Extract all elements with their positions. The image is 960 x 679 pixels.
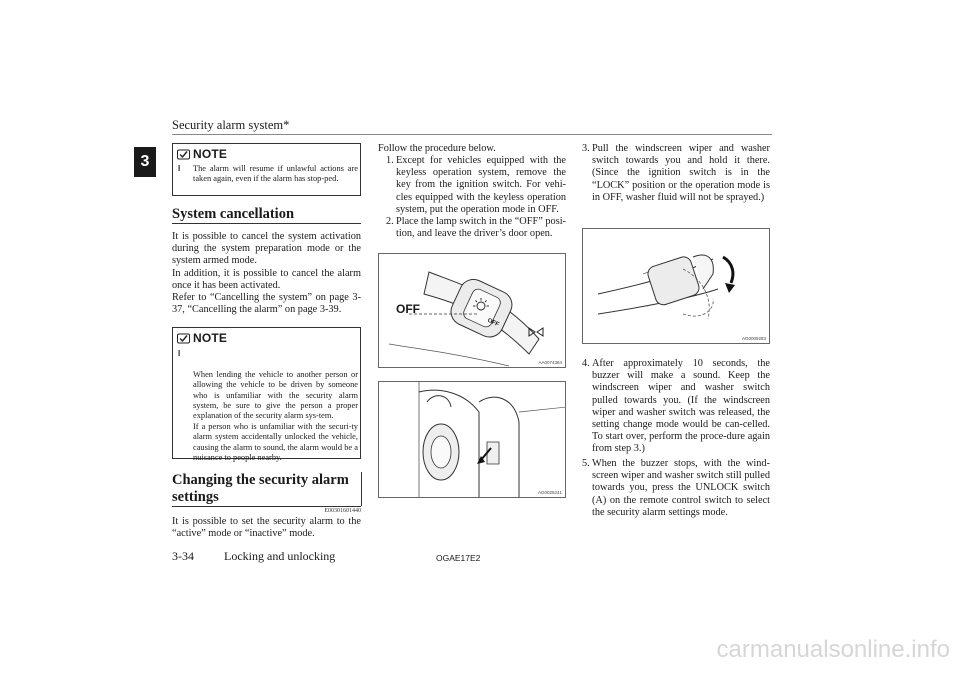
step-number: 4.	[582, 358, 590, 369]
running-header: Security alarm system*	[172, 118, 290, 132]
note-box-1	[172, 143, 361, 196]
step-2	[386, 216, 566, 240]
step-text: Place the lamp switch in the “OFF” posi-tion, and leave the driver’s door open.	[396, 216, 566, 240]
section-title-line: Changing the security alarm	[172, 472, 349, 488]
step-4	[582, 358, 770, 456]
off-label: OFF	[396, 302, 420, 316]
section-code: E00301601440	[324, 508, 361, 514]
section-rule	[172, 506, 361, 507]
paragraph: In addition, it is possible to cancel the alarm once it has been activated.	[172, 267, 361, 291]
note-title: NOTE	[193, 331, 228, 345]
step-number: 1.	[386, 155, 394, 166]
note-item	[178, 349, 358, 474]
document-code: OGAE17E2	[436, 553, 481, 563]
figure-wiper-switch	[582, 228, 770, 344]
step-text: When the buzzer stops, with the wind-screen wiper and washer switch still pulled towards you, press the UNLOCK switch (A) on the remote control switch to select the security alarm settings mode.	[592, 458, 770, 518]
section1-body	[172, 231, 361, 316]
section2-body	[172, 516, 361, 540]
step-text: Except for vehicles equipped with the keyless operation system, remove the key from the ignition switch. For vehi-cles equipped with the keyless operation system, put the operation mode in OFF.	[396, 155, 566, 215]
note-icon	[177, 149, 190, 160]
section-title-line: settings	[172, 489, 219, 505]
step-number: 2.	[386, 216, 394, 227]
step-1	[386, 155, 566, 216]
figure-driver-door	[378, 381, 566, 498]
section-rule	[172, 223, 361, 224]
figure-lamp-switch	[378, 253, 566, 368]
note-text: When lending the vehicle to another person or allowing the vehicle to be driven by someone who is unfamiliar with the security alarm system, be sure to give the person a proper explanation of the security alarm sys-tem. If a person who is unfamiliar with the securi-ty alarm system accidentally unlocked the vehicle, causing the alarm to sound, the alarm would be a nuisance to people nearby.	[193, 369, 358, 463]
section-rule-vertical	[361, 472, 362, 506]
note-box-2	[172, 327, 361, 463]
step-number: 5.	[582, 458, 590, 469]
note-icon	[177, 333, 190, 344]
wiper-switch-illustration	[583, 229, 770, 344]
step-5	[582, 458, 770, 519]
step-3	[582, 143, 770, 204]
watermark: carmanualsonline.info	[716, 636, 950, 663]
section-title-system-cancellation: System cancellation	[172, 206, 295, 222]
header-rule	[172, 134, 772, 135]
step-number: 3.	[582, 143, 590, 154]
figure-code: AG0025241	[537, 490, 562, 495]
off-dial-label: OFF	[486, 317, 500, 329]
bullet-icon: l	[178, 164, 181, 173]
chapter-tab: 3	[134, 147, 156, 177]
bullet-icon: l	[178, 349, 181, 358]
chapter-name: Locking and unlocking	[224, 549, 336, 563]
paragraph: It is possible to set the security alarm to the “active” mode or “inactive” mode.	[172, 516, 361, 540]
note-item	[178, 164, 358, 185]
procedure-intro: Follow the procedure below.	[378, 143, 496, 154]
page-number: 3-34	[172, 549, 194, 563]
step-text: After approximately 10 seconds, the buzzer will make a sound. Keep the windscreen wiper and washer switch pulled towards you. (If the windscreen wiper and washer switch was released, the setting change mode would be can-celled. To start over, perform the proce-dure again from step 3.)	[592, 358, 770, 455]
section-title-changing-settings	[172, 472, 357, 506]
paragraph: It is possible to cancel the system activation during the system preparation mode or the system armed mode.	[172, 231, 361, 267]
note-header	[177, 147, 227, 161]
figure-code: AA0074384	[538, 360, 562, 365]
figure-code: AG0009283	[741, 336, 766, 341]
step-text: Pull the windscreen wiper and washer switch towards you and hold it there. (Since the ignition switch is in the “LOCK” position or the operation mode is in OFF, washer fluid will not be sprayed.)	[592, 143, 770, 203]
door-illustration	[379, 382, 566, 498]
paragraph: Refer to “Cancelling the system” on page 3-37, “Cancelling the alarm” on page 3-39.	[172, 292, 361, 316]
note-title: NOTE	[193, 147, 228, 161]
note-header	[177, 331, 227, 345]
note-text: The alarm will resume if unlawful actions are taken again, even if the alarm has stop-ped.	[193, 164, 358, 184]
